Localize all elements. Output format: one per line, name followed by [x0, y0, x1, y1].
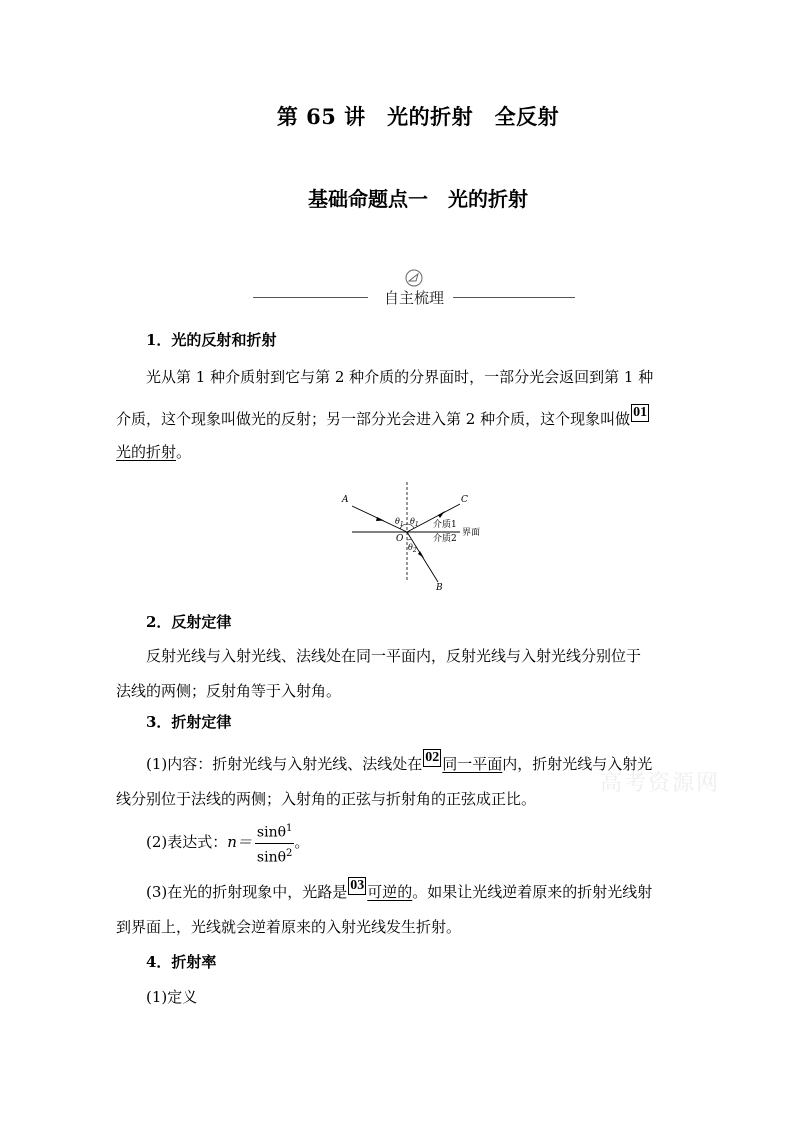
paragraph-line: (1)定义: [146, 988, 198, 1006]
heading-reflection-law: 2．反射定律: [146, 613, 232, 631]
label-C: C: [461, 495, 468, 505]
fraction-numerator: sinθ$^1$: [255, 820, 294, 844]
answer-text: 同一平面: [442, 755, 503, 773]
answer-marker: 02: [425, 750, 440, 765]
section-header: [253, 268, 575, 308]
incident-arrow: [376, 517, 384, 521]
text-span: 。: [294, 833, 310, 852]
paragraph-line: [116, 442, 191, 462]
leaf-pencil-icon: [403, 268, 425, 288]
text-span: (1)内容：折射光线与入射光线、法线处在: [146, 755, 423, 773]
fraction: [255, 820, 294, 866]
section-label: 自主梳理: [383, 289, 444, 307]
refracted-arrow: [418, 551, 424, 558]
watermark: 高考资源网: [600, 771, 721, 796]
formula-n: n＝: [227, 833, 252, 852]
text-span: 。如果让光线逆着原来的折射光线射: [412, 883, 653, 901]
label-medium2: 介质2: [433, 534, 457, 544]
formula-line: [146, 820, 309, 866]
text-span: (3)在光的折射现象中，光路是: [146, 883, 348, 901]
label-theta1-right: $\theta_1$: [410, 517, 419, 528]
label-medium1: 介质1: [433, 520, 457, 530]
label-A: A: [342, 495, 349, 505]
answer-text: 光的折射: [116, 443, 177, 461]
answer-text: 可逆的: [367, 883, 413, 901]
paragraph-line: 到界面上，光线就会逆着原来的入射光线发生折射。: [116, 918, 462, 936]
reflected-arrow: [438, 511, 445, 518]
angle-arc: [407, 539, 411, 540]
label-theta2: $\theta_2$: [408, 543, 417, 554]
fraction-denominator: sinθ$^2$: [256, 847, 293, 866]
answer-marker: 01: [633, 405, 648, 420]
paragraph-line: [116, 404, 650, 429]
paragraph-line: 反射光线与入射光线、法线处在同一平面内，反射光线与入射光线分别位于: [146, 647, 642, 665]
page-title: 第 65 讲 光的折射 全反射: [276, 104, 560, 129]
paragraph-line: 法线的两侧；反射角等于入射角。: [116, 682, 342, 700]
paragraph-line: [146, 877, 652, 902]
text-span: 介质，这个现象叫做光的反射；另一部分光会进入第 2 种介质，这个现象叫做: [116, 410, 631, 428]
text-span: 内，折射光线与入射光: [502, 755, 653, 773]
paragraph-line: [146, 749, 652, 774]
paragraph-line: 线分别位于法线的两侧；入射角的正弦与折射角的正弦成正比。: [116, 790, 537, 808]
paragraph-line: 光从第 1 种介质射到它与第 2 种介质的分界面时，一部分光会返回到第 1 种: [146, 368, 654, 386]
heading-refraction-law: 3．折射定律: [146, 713, 232, 731]
label-theta1-left: $\theta_1$: [395, 517, 404, 528]
text-span: 。: [176, 443, 192, 461]
label-interface: 界面: [462, 528, 481, 538]
label-B: B: [436, 583, 443, 593]
heading-refractive-index: 4．折射率: [146, 953, 217, 971]
refraction-diagram: [330, 480, 500, 595]
label-O: O: [396, 534, 404, 544]
text-span: (2)表达式：: [146, 833, 228, 852]
section-title: 基础命题点一 光的折射: [308, 187, 528, 211]
heading-reflection-refraction: 1．光的反射和折射: [146, 331, 277, 349]
answer-marker: 03: [350, 878, 365, 893]
divider-right: [453, 297, 575, 298]
